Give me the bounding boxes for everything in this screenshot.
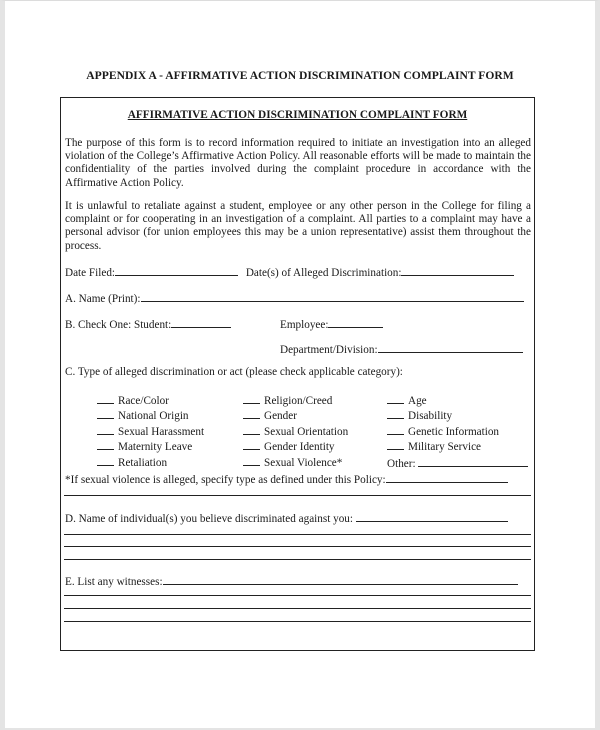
checkbox-blank[interactable] — [243, 424, 260, 435]
checkbox-blank[interactable] — [97, 424, 114, 435]
section-d-label: D. Name of individual(s) you believe discriminated against you: — [65, 513, 354, 525]
checkbox-blank[interactable] — [387, 408, 404, 419]
section-e-field[interactable] — [163, 573, 518, 585]
checkbox-blank[interactable] — [387, 424, 404, 435]
employee-row — [280, 316, 383, 331]
section-e-line-2[interactable] — [64, 608, 531, 609]
name-field[interactable] — [141, 290, 524, 302]
department-field[interactable] — [378, 341, 523, 353]
appendix-title: APPENDIX A - AFFIRMATIVE ACTION DISCRIMINATION COMPLAINT FORM — [86, 69, 514, 82]
checkbox-blank[interactable] — [243, 408, 260, 419]
checkbox-blank[interactable] — [243, 439, 260, 450]
section-c-label: C. Type of alleged discrimination or act (please check applicable category): — [65, 366, 403, 378]
section-e-row — [65, 573, 518, 588]
other-field[interactable] — [418, 455, 528, 467]
category-genetic-information[interactable]: Genetic Information — [387, 424, 528, 439]
category-sexual-orientation[interactable]: Sexual Orientation — [243, 424, 348, 439]
department-label: Department/Division: — [280, 344, 378, 356]
section-e-line-3[interactable] — [64, 621, 531, 622]
category-gender-identity[interactable]: Gender Identity — [243, 439, 348, 454]
name-row — [65, 290, 524, 305]
dates-alleged-label: Date(s) of Alleged Discrimination: — [245, 267, 402, 279]
checkbox-blank[interactable] — [387, 393, 404, 404]
category-disability[interactable]: Disability — [387, 408, 528, 423]
checkbox-blank[interactable] — [97, 455, 114, 466]
checkbox-blank[interactable] — [97, 439, 114, 450]
category-maternity-leave[interactable]: Maternity Leave — [97, 439, 204, 454]
category-sexual-violence[interactable]: Sexual Violence* — [243, 455, 348, 470]
complaint-form — [60, 97, 535, 651]
category-race-color[interactable]: Race/Color — [97, 393, 204, 408]
other-label: Other: — [387, 457, 416, 470]
sexual-violence-field[interactable] — [386, 471, 508, 483]
category-column-2 — [243, 393, 348, 470]
dates-alleged-field[interactable] — [401, 264, 514, 276]
check-one-label: B. Check One: Student: — [65, 319, 172, 331]
category-column-1 — [97, 393, 204, 470]
category-religion-creed[interactable]: Religion/Creed — [243, 393, 348, 408]
sexual-violence-line[interactable] — [64, 495, 531, 496]
section-d-row — [65, 510, 508, 525]
section-e-line-1[interactable] — [64, 595, 531, 596]
retaliation-paragraph: It is unlawful to retaliate against a student, employee or any other person in the College for filing a complaint or for cooperating in an investigation of a complaint. All parties to a complaint may have a personal advisor (for union employees this may be a union representative) assist them throughout the process. — [65, 200, 531, 252]
date-filed-field[interactable] — [115, 264, 238, 276]
sexual-violence-label: *If sexual violence is alleged, specify type as defined under this Policy: — [65, 474, 386, 486]
category-sexual-harassment[interactable]: Sexual Harassment — [97, 424, 204, 439]
section-d-field[interactable] — [356, 510, 508, 522]
date-row — [65, 264, 514, 279]
sexual-violence-row — [65, 471, 508, 486]
name-label: A. Name (Print): — [65, 293, 141, 305]
department-row — [280, 341, 523, 356]
checkbox-blank[interactable] — [387, 439, 404, 450]
employee-label: Employee: — [280, 319, 329, 331]
category-column-3 — [387, 393, 528, 471]
checkbox-blank[interactable] — [243, 455, 260, 466]
category-age[interactable]: Age — [387, 393, 528, 408]
purpose-paragraph: The purpose of this form is to record information required to initiate an investigation into an alleged violation of the College’s Affirmative Action Policy. All reasonable efforts will be made to maintain the confidentiality of the parties involved during the complaint procedure in accordance with the Affirmative Action Policy. — [65, 137, 531, 189]
checkbox-blank[interactable] — [243, 393, 260, 404]
section-d-line-3[interactable] — [64, 559, 531, 560]
date-filed-label: Date Filed: — [65, 267, 116, 279]
student-field[interactable] — [171, 316, 231, 328]
category-retaliation[interactable]: Retaliation — [97, 455, 204, 470]
category-other — [387, 455, 528, 471]
category-military-service[interactable]: Military Service — [387, 439, 528, 454]
section-d-line-1[interactable] — [64, 534, 531, 535]
section-e-label: E. List any witnesses: — [65, 576, 163, 588]
checkbox-blank[interactable] — [97, 393, 114, 404]
category-gender[interactable]: Gender — [243, 408, 348, 423]
section-d-line-2[interactable] — [64, 546, 531, 547]
check-one-row — [65, 316, 231, 331]
checkbox-blank[interactable] — [97, 408, 114, 419]
category-national-origin[interactable]: National Origin — [97, 408, 204, 423]
form-title: AFFIRMATIVE ACTION DISCRIMINATION COMPLAINT FORM — [127, 109, 468, 121]
employee-field[interactable] — [328, 316, 383, 328]
